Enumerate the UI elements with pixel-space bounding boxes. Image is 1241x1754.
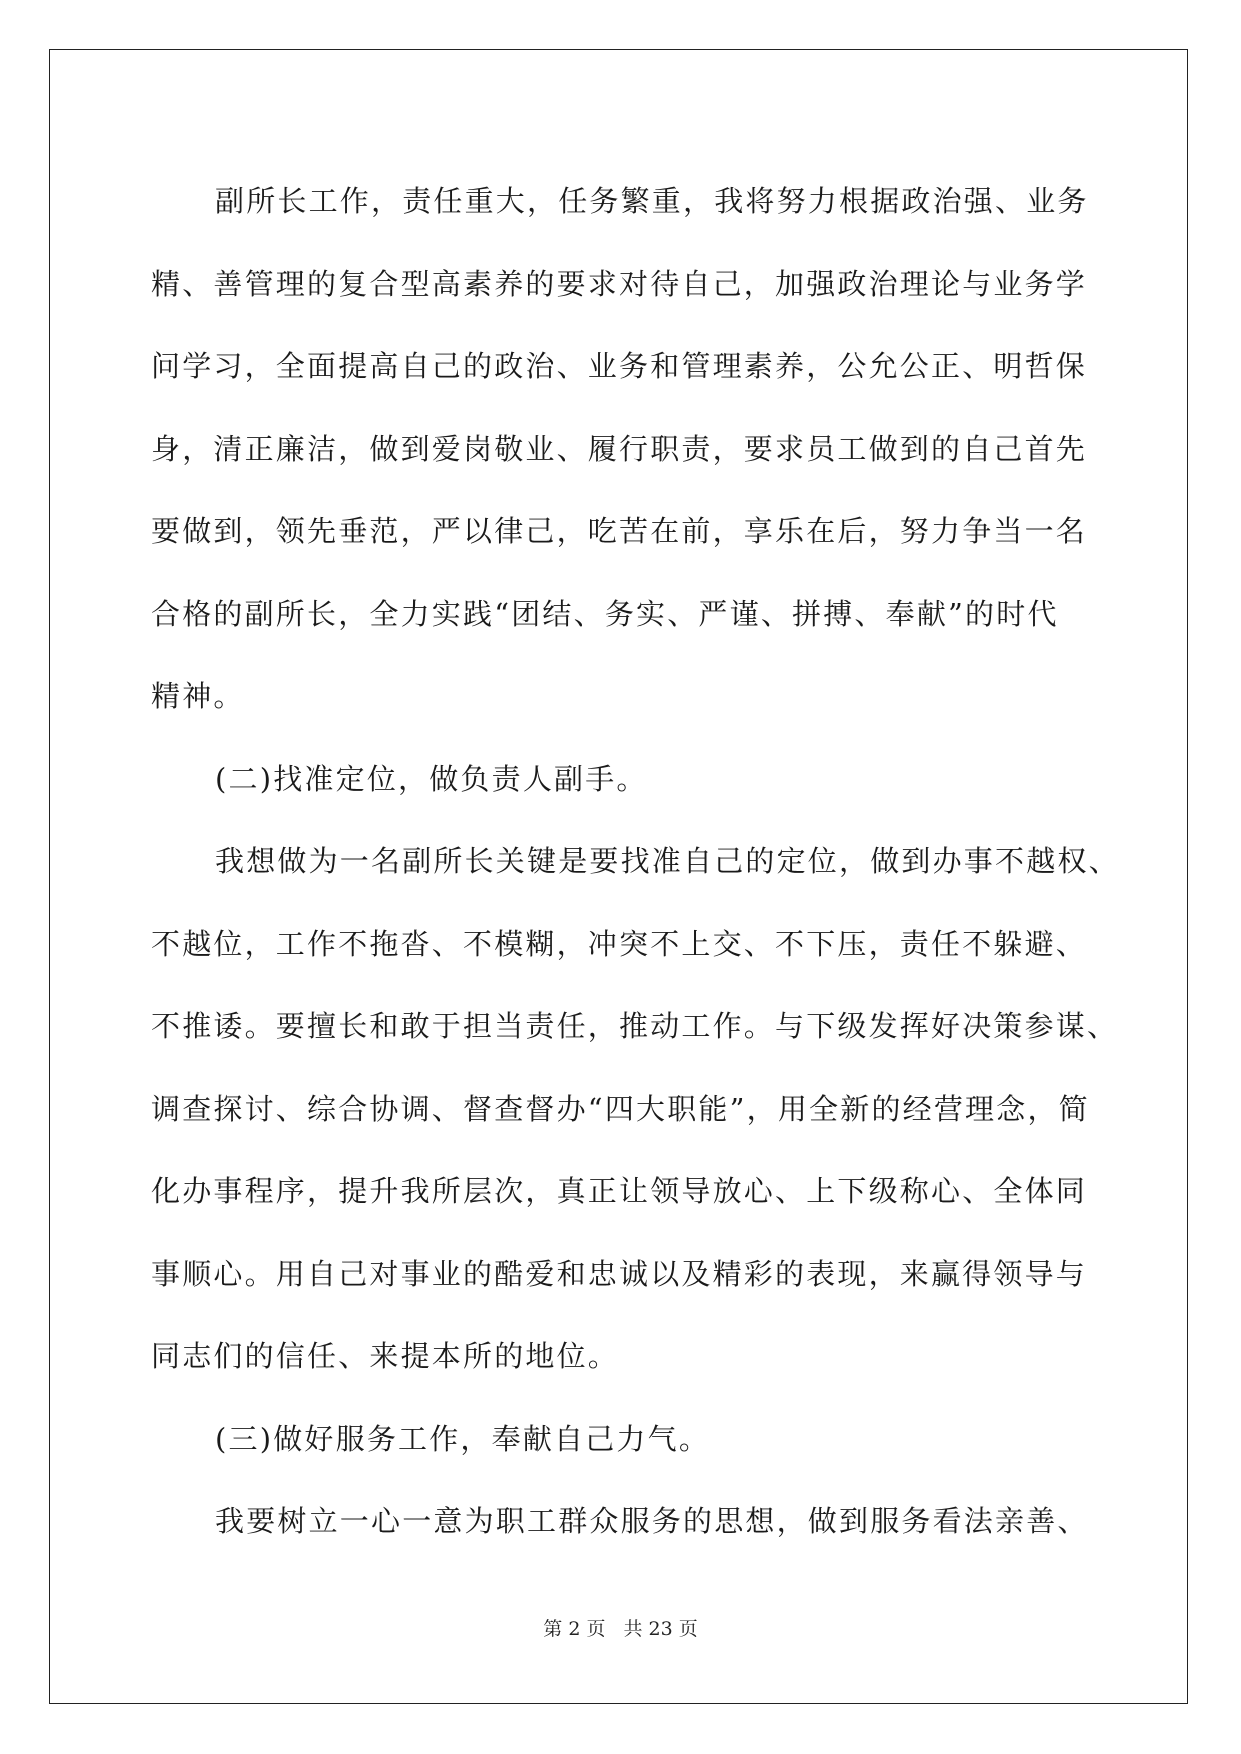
paragraph-line: 问学习，全面提高自己的政治、业务和管理素养，公允公正、明哲保 [151, 349, 1088, 383]
paragraph-line: 副所长工作，责任重大，任务繁重，我将努力根据政治强、业务 [215, 184, 1089, 218]
section-heading: (二)找准定位，做负责人副手。 [215, 761, 648, 796]
paragraph-line: 化办事程序，提升我所层次，真正让领导放心、上下级称心、全体同 [151, 1174, 1088, 1208]
paragraph-line: 精神。 [151, 679, 245, 713]
paragraph-line: 同志们的信任、来提本所的地位。 [151, 1339, 620, 1373]
paragraph-line: 我想做为一名副所长关键是要找准自己的定位，做到办事不越权、 [215, 844, 1120, 878]
paragraph-line: 调查探讨、综合协调、督查督办“四大职能”，用全新的经营理念，简 [151, 1091, 1090, 1126]
paragraph-line: 我要树立一心一意为职工群众服务的思想，做到服务看法亲善、 [215, 1504, 1089, 1538]
paragraph-line: 不越位，工作不拖沓、不模糊，冲突不上交、不下压，责任不躲避、 [151, 926, 1088, 961]
paragraph-line: 不推诿。要擅长和敢于担当责任，推动工作。与下级发挥好决策参谋、 [151, 1009, 1119, 1043]
page-total: 共 23 页 [623, 1618, 698, 1640]
paragraph-line: 精、善管理的复合型高素养的要求对待自己，加强政治理论与业务学 [151, 266, 1088, 301]
paragraph-line: 事顺心。用自己对事业的酷爱和忠诚以及精彩的表现，来赢得领导与 [151, 1256, 1088, 1291]
paragraph-line: 合格的副所长，全力实践“团结、务实、严谨、拼搏、奉献”的时代 [151, 596, 1059, 631]
paragraph-line: 要做到，领先垂范，严以律己，吃苦在前，享乐在后，努力争当一名 [151, 514, 1088, 548]
paragraph-line: 身，清正廉洁，做到爱岗敬业、履行职责，要求员工做到的自己首先 [151, 431, 1088, 466]
section-heading: (三)做好服务工作，奉献自己力气。 [215, 1421, 711, 1456]
page-number: 第 2 页 [543, 1618, 606, 1640]
document-body [151, 160, 1120, 1563]
page-footer [0, 1614, 1241, 1641]
